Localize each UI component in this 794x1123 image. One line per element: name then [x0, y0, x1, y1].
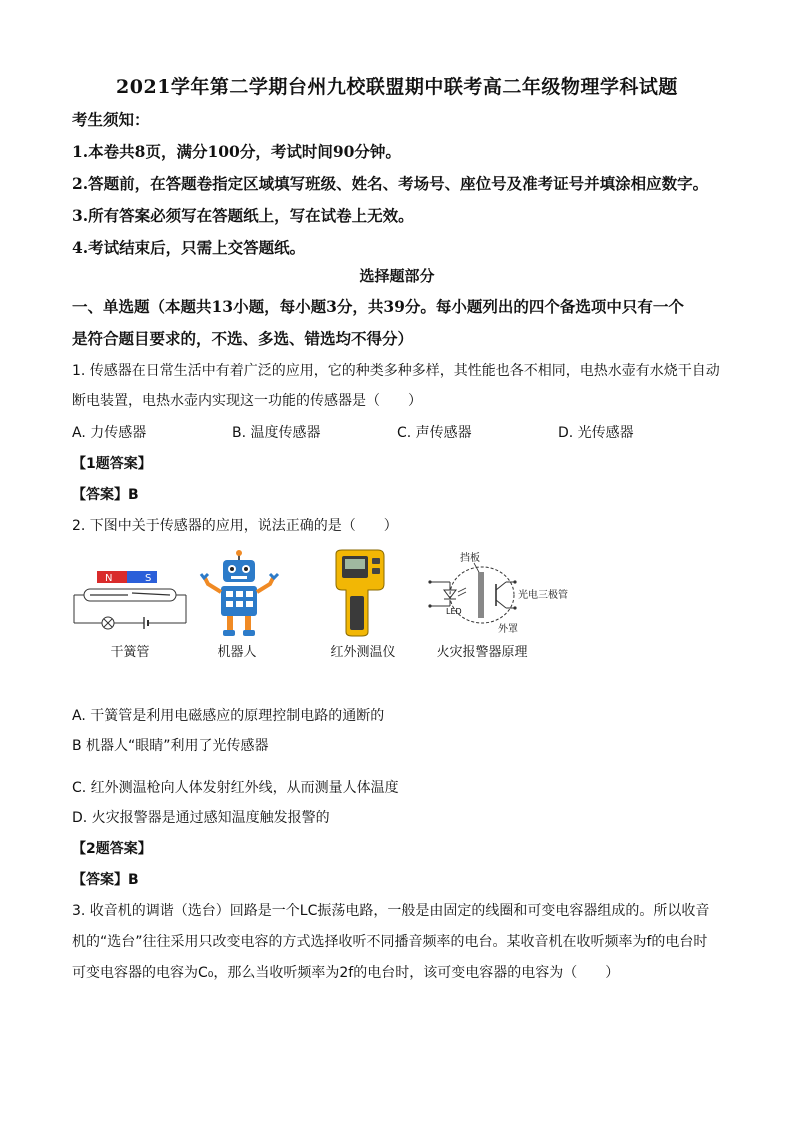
thermometer-caption: 红外测温仪 [330, 645, 396, 660]
notice-item-3: 3.所有答案必须写在答题纸上，写在试卷上无效。 [72, 206, 414, 225]
reed-switch-caption: 干簧管 [110, 645, 150, 660]
baffle-label: 挡板 [460, 553, 480, 564]
q1-answer: 【答案】B [72, 487, 139, 503]
q3-stem-line2: 机的“选台”往往采用只改变电容的方式选择收听不同播音频率的电台。某收音机在收听频率为f的电台时 [72, 934, 708, 950]
q2-answer-heading: 【2题答案】 [72, 841, 152, 857]
part1-heading-line1: 一、单选题（本题共13小题，每小题3分，共39分。每小题列出的四个备选项中只有一个 [72, 297, 684, 316]
q1-option-b: B. 温度传感器 [232, 425, 321, 441]
baffle [478, 572, 484, 618]
section-title: 选择题部分 [359, 267, 435, 285]
thermometer-figure [328, 548, 390, 638]
notice-item-1: 1.本卷共8页，满分100分，考试时间90分钟。 [72, 142, 401, 161]
notice-item-4: 4.考试结束后，只需上交答题纸。 [72, 238, 306, 257]
q2-option-c: C. 红外测温枪向人体发射红外线，从而测量人体温度 [72, 780, 399, 796]
q2-option-a: A. 干簧管是利用电磁感应的原理控制电路的通断的 [72, 708, 385, 724]
exam-title: 2021学年第二学期台州九校联盟期中联考高二年级物理学科试题 [116, 76, 678, 98]
notice-heading: 考生须知： [72, 110, 150, 129]
robot-caption: 机器人 [217, 645, 257, 660]
notice-item-2: 2.答题前，在答题卷指定区域填写班级、姓名、考场号、座位号及准考证号并填涂相应数字。 [72, 174, 709, 193]
magnet-n-label: N [105, 573, 113, 584]
led-label: LED [446, 607, 462, 616]
magnet-s-label: S [145, 573, 152, 584]
reed-switch-figure [70, 565, 190, 637]
q1-option-a: A. 力传感器 [72, 425, 147, 441]
q2-option-b: B 机器人“眼睛”利用了光传感器 [72, 738, 269, 754]
fire-alarm-caption: 火灾报警器原理 [436, 645, 528, 660]
cover-label: 外罩 [498, 624, 518, 635]
q2-answer: 【答案】B [72, 872, 139, 888]
q1-option-d: D. 光传感器 [558, 425, 634, 441]
part1-heading-line2: 是符合题目要求的，不选、多选、错选均不得分） [72, 329, 414, 348]
fire-alarm-figure [426, 550, 586, 636]
q3-stem-line1: 3. 收音机的调谐（选台）回路是一个LC振荡电路，一般是由固定的线圈和可变电容器组成的。所以收音 [72, 903, 710, 919]
q1-stem-line2: 断电装置，电热水壶内实现这一功能的传感器是（ ） [72, 393, 422, 409]
q2-stem: 2. 下图中关于传感器的应用，说法正确的是（ ） [72, 518, 398, 534]
q1-option-c: C. 声传感器 [397, 425, 472, 441]
phototransistor-label: 光电三极管 [518, 590, 568, 601]
q1-answer-heading: 【1题答案】 [72, 456, 152, 472]
robot-figure [198, 550, 280, 638]
q2-option-d: D. 火灾报警器是通过感知温度触发报警的 [72, 810, 330, 826]
q1-stem-line1: 1. 传感器在日常生活中有着广泛的应用，它的种类多种多样，其性能也各不相同，电热水壶有水烧干自动 [72, 363, 720, 379]
magnet-s-pole [127, 571, 157, 583]
q3-stem-line3: 可变电容器的电容为C₀，那么当收听频率为2f的电台时，该可变电容器的电容为（ ） [72, 965, 620, 981]
